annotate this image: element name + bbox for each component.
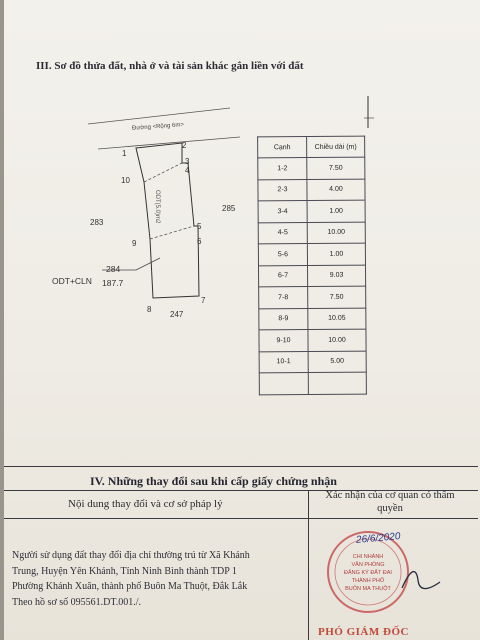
edge-length-table: [257, 136, 367, 395]
divider: [4, 518, 478, 519]
edge-cell: 7-8: [259, 287, 308, 309]
signature-mark: [396, 560, 446, 600]
point-label: 6: [197, 237, 202, 246]
edge-cell: 8-9: [259, 308, 308, 330]
stamp-line: VĂN PHÒNG: [351, 562, 385, 568]
certificate-page: [4, 0, 480, 640]
length-cell: 1.00: [307, 200, 365, 222]
neighbor-parcel-bottom: 247: [170, 310, 184, 319]
stamp-line: THÀNH PHỐ: [351, 578, 385, 584]
stamp-line: BUÔN MA THUỘT: [345, 586, 391, 592]
table-header: Chiều dài (m): [307, 136, 365, 157]
table-row: [258, 243, 365, 265]
edge-cell: 9-10: [259, 330, 308, 352]
table-row: [259, 308, 366, 330]
point-label: 7: [201, 296, 206, 305]
point-label: 5: [197, 222, 202, 231]
edge-cell: 4-5: [258, 222, 307, 244]
edge-cell: 6-7: [258, 265, 307, 287]
handwritten-date: 26/6/2020: [355, 531, 401, 546]
length-cell: 7.50: [308, 286, 366, 308]
authority-column-header: Xác nhận của cơ quan có thẩm quyền: [325, 490, 455, 514]
change-description: [12, 548, 308, 610]
point-label: 10: [121, 176, 130, 185]
parcel-land-use: ODT+CLN: [52, 276, 92, 286]
table-row: [259, 372, 366, 394]
change-line: Theo hồ sơ số 095561.DT.001./.: [12, 596, 141, 608]
edge-cell: 10-1: [259, 351, 308, 373]
change-line: Người sử dụng đất thay đổi địa chỉ thường trú từ Xã Khánh: [12, 550, 250, 561]
point-label: 9: [132, 239, 137, 248]
point-label: 2: [182, 141, 187, 150]
length-cell: 10.00: [308, 329, 366, 351]
edge-cell: 2-3: [258, 179, 307, 201]
land-type-vertical-label: ODT(5.0)m2: [154, 190, 160, 224]
parcel-number: 284: [106, 264, 121, 274]
table-row: [258, 222, 365, 244]
section-4-title: IV. Những thay đổi sau khi cấp giấy chứng nhận: [90, 474, 337, 488]
table-row: [258, 200, 365, 222]
edge-cell: 1-2: [258, 158, 307, 180]
change-line: Phường Khánh Xuân, thành phố Buôn Ma Thuột, Đắk Lắk: [12, 581, 248, 592]
neighbor-parcel-right: 285: [222, 204, 236, 213]
edge-cell: [259, 373, 308, 395]
length-cell: 7.50: [307, 157, 365, 179]
length-cell: 5.00: [308, 351, 366, 373]
table-row: [258, 157, 365, 179]
section-3-title: III. Sơ đồ thửa đất, nhà ở và tài sản khác gắn liền với đất: [36, 60, 304, 72]
neighbor-parcel-left: 283: [90, 218, 104, 227]
table-header: Cạnh: [258, 137, 307, 158]
stamp-line: CHI NHÁNH: [352, 554, 384, 560]
length-cell: 4.00: [307, 179, 365, 201]
length-cell: 10.00: [307, 222, 365, 244]
table-row: [259, 351, 366, 373]
road-label: Đường <Rộng 6m>: [131, 122, 185, 132]
point-label: 3: [185, 157, 190, 166]
length-cell: 10.05: [308, 308, 366, 330]
length-cell: 9.03: [307, 265, 365, 287]
edge-cell: 5-6: [258, 244, 307, 266]
length-cell: 1.00: [307, 243, 365, 265]
change-line: Trung, Huyện Yên Khánh, Tỉnh Ninh Bình thành TDP 1: [12, 565, 237, 577]
edge-cell: 3-4: [258, 201, 307, 223]
table-row: [258, 179, 365, 201]
point-label: 4: [185, 166, 190, 175]
parcel-plan-drawing: [4, 0, 480, 470]
table-row: [259, 329, 366, 351]
point-label: 8: [147, 305, 152, 314]
changes-column-header: Nội dung thay đổi và cơ sở pháp lý: [68, 498, 223, 510]
parcel-area: 187.7: [102, 278, 124, 288]
table-row: [259, 286, 366, 308]
point-label: 1: [122, 149, 127, 158]
stamp-line: ĐĂNG KÝ ĐẤT ĐAI: [344, 570, 392, 576]
table-row: [258, 265, 365, 287]
signer-title: PHÓ GIÁM ĐỐC: [318, 626, 409, 638]
length-cell: [308, 372, 366, 394]
column-divider: [308, 490, 309, 640]
